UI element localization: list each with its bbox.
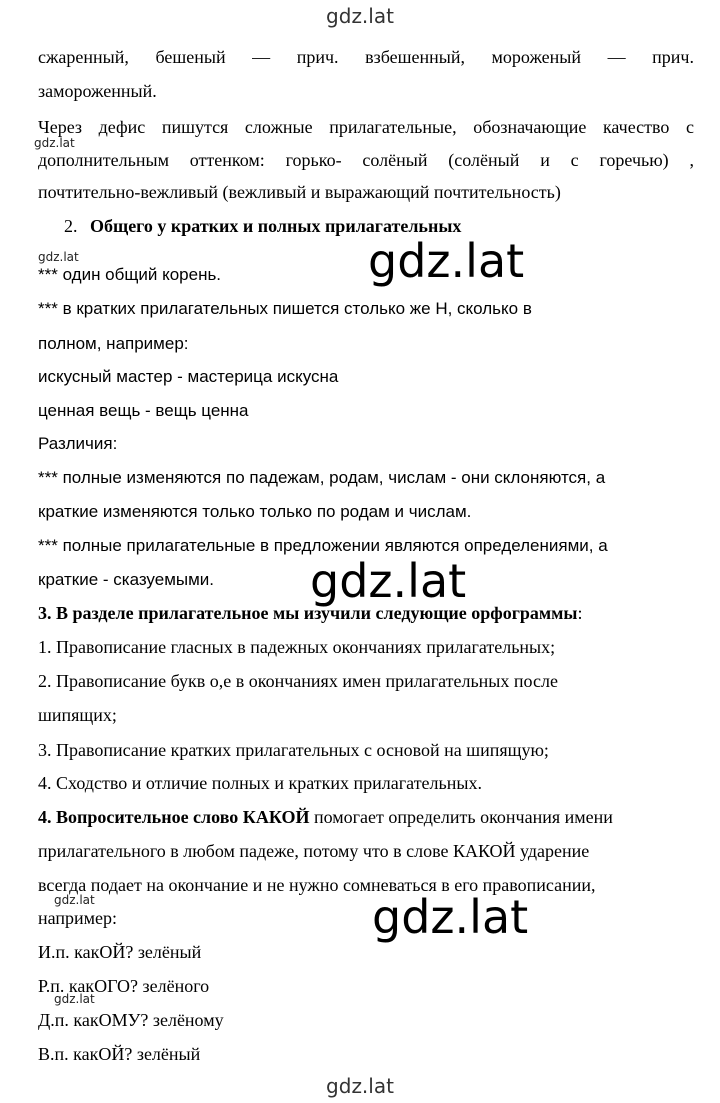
section-4-line-3: всегда подает на окончание и не нужно сомневаться в его правописании,	[38, 875, 596, 895]
watermark-small-4: gdz.lat	[54, 992, 95, 1006]
section-2-title: Общего у кратких и полных прилагательных	[90, 216, 462, 236]
common-point-2-line-2: полном, например:	[38, 334, 189, 353]
paragraph-1-line-2: замороженный.	[38, 81, 157, 101]
orthogram-1: 1. Правописание гласных в падежных окончаниях прилагательных;	[38, 637, 556, 657]
orthogram-2-line-2: шипящих;	[38, 705, 117, 725]
section-4-line-1-tail: помогает определить окончания имени	[309, 807, 613, 827]
paragraph-2-line-1: Через дефис пишутся сложные прилагательные, обозначающие качество с	[38, 117, 694, 137]
section-4-heading: 4. Вопросительное слово КАКОЙ	[38, 807, 310, 827]
watermark-big-2: gdz.lat	[310, 554, 467, 608]
case-genitive: Р.п. какОГО? зелёного	[38, 976, 210, 996]
watermark-big-1: gdz.lat	[368, 234, 525, 288]
orthogram-2-line-1: 2. Правописание букв о,е в окончаниях имен прилагательных после	[38, 671, 558, 691]
difference-2-line-2: краткие - сказуемыми.	[38, 570, 215, 589]
difference-1-line-1: *** полные изменяются по падежам, родам, числам - они склоняются, а	[38, 468, 606, 487]
section-3-heading-text: 3. В разделе прилагательное мы изучили следующие орфограммы	[38, 603, 578, 623]
watermark-small-3: gdz.lat	[54, 893, 95, 907]
watermark-small-2: gdz.lat	[38, 250, 79, 264]
orthogram-3: 3. Правописание кратких прилагательных с основой на шипящую;	[38, 740, 549, 760]
orthogram-4: 4. Сходство и отличие полных и кратких прилагательных.	[38, 773, 482, 793]
paragraph-2-line-3: почтительно-вежливый (вежливый и выражающий почтительность)	[38, 182, 561, 202]
paragraph-2-line-2: дополнительным оттенком: горько- солёный (солёный и с горечью) ,	[38, 150, 694, 170]
difference-1-line-2: краткие изменяются только только по родам и числам.	[38, 502, 472, 521]
section-4-line-1	[38, 806, 613, 828]
section-2-number: 2.	[64, 216, 78, 236]
watermark-bottom: gdz.lat	[326, 1074, 394, 1098]
case-dative: Д.п. какОМУ? зелёному	[38, 1010, 224, 1030]
section-3-heading-colon: :	[577, 603, 583, 623]
case-nominative: И.п. какОЙ? зелёный	[38, 942, 202, 962]
common-point-2-line-1: *** в кратких прилагательных пишется столько же Н, сколько в	[38, 299, 532, 318]
case-accusative: В.п. какОЙ? зелёный	[38, 1044, 201, 1064]
difference-2-line-1: *** полные прилагательные в предложении являются определениями, а	[38, 536, 608, 555]
watermark-small-1: gdz.lat	[34, 136, 75, 150]
section-4-line-2: прилагательного в любом падеже, потому что в слове КАКОЙ ударение	[38, 841, 590, 861]
watermark-big-3: gdz.lat	[372, 890, 529, 944]
watermark-top: gdz.lat	[326, 4, 394, 28]
example-1: искусный мастер - мастерица искусна	[38, 367, 339, 386]
differences-label: Различия:	[38, 434, 118, 453]
example-2: ценная вещь - вещь ценна	[38, 401, 249, 420]
section-4-line-4: например:	[38, 908, 118, 928]
section-3-heading	[38, 602, 583, 624]
common-point-1: *** один общий корень.	[38, 265, 222, 284]
paragraph-1-line-1: сжаренный, бешеный — прич. взбешенный, мороженый — прич.	[38, 47, 694, 67]
